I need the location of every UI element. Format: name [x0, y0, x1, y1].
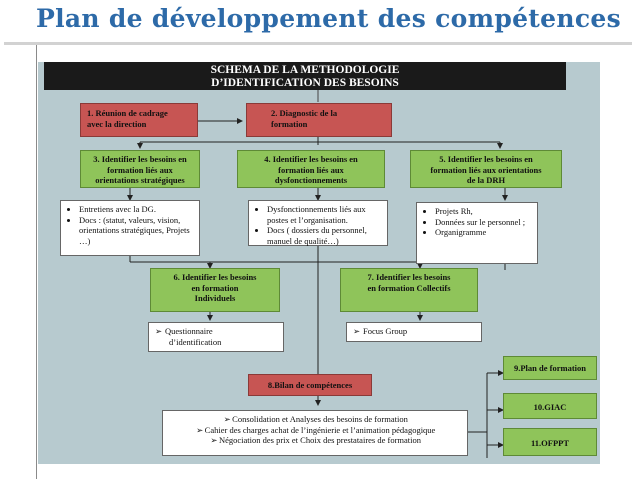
- list-item-continuation: d’identification: [169, 336, 222, 347]
- list-item: • Organigramme: [435, 227, 531, 238]
- step-6-line-1: 6. Identifier les besoins: [173, 272, 257, 282]
- list-item: • Docs ( dossiers du personnel, manuel de qualité…): [267, 225, 381, 246]
- step-2-line-2: formation: [271, 118, 308, 129]
- step-2-training-diagnosis: [246, 103, 392, 137]
- step-3-line-1: 3. Identifier les besoins en: [93, 154, 187, 164]
- step-1-kickoff-meeting: [80, 103, 198, 137]
- step-5-line-1: 5. Identifier les besoins en: [439, 154, 533, 164]
- step-8-skills-assessment: 8.Bilan de compétences: [248, 374, 372, 396]
- consolidation-box: [162, 410, 468, 456]
- step-6-individual-needs: [150, 268, 280, 312]
- list-item: • Projets Rh,: [435, 206, 531, 217]
- step-4-line-3: dysfonctionnements: [274, 175, 348, 185]
- step-7-line-2: en formation Collectifs: [367, 282, 451, 293]
- step-3-strategic-needs: [80, 150, 200, 188]
- list-item: • Dysfonctionnements liés aux postes et l’organisation.: [267, 204, 381, 225]
- step-4-sources-list: [248, 200, 388, 246]
- header-line-2: D’IDENTIFICATION DES BESOINS: [211, 77, 399, 89]
- list-item: • Docs : (statut, valeurs, vision, orientations stratégiques, Projets …): [79, 215, 193, 247]
- list-item: • Données sur le personnel ;: [435, 217, 531, 228]
- header-line-1: SCHEMA DE LA METHODOLOGIE: [210, 64, 400, 76]
- step-3-line-2: formation liés aux: [107, 164, 173, 175]
- step-9-training-plan: 9.Plan de formation: [503, 356, 597, 380]
- arrow-bullet-icon: ➢: [155, 326, 163, 336]
- step-6-tools-list: [148, 322, 284, 352]
- list-item: ➢Cahier des charges achat de l’ingénierie et l’animation pédagogique: [196, 424, 436, 435]
- arrow-bullet-icon: ➢: [223, 414, 231, 424]
- step-4-line-2: formation liés aux: [278, 164, 344, 175]
- step-3-line-3: orientations stratégiques: [95, 175, 185, 185]
- step-5-line-3: de la DRH: [466, 175, 506, 185]
- step-7-collective-needs: [340, 268, 478, 312]
- step-6-line-2: en formation: [191, 282, 239, 293]
- step-10-giac: 10.GIAC: [503, 393, 597, 419]
- step-4-line-1: 4. Identifier les besoins en: [264, 154, 358, 164]
- list-item: ➢Négociation des prix et Choix des prestataires de formation: [210, 435, 422, 445]
- arrow-bullet-icon: ➢: [196, 424, 204, 435]
- step-3-sources-list: [60, 200, 200, 256]
- step-5-sources-list: [416, 202, 538, 264]
- arrow-bullet-icon: ➢: [353, 326, 361, 336]
- step-5-hr-orientation-needs: [410, 150, 562, 188]
- arrow-bullet-icon: ➢: [210, 435, 218, 445]
- step-7-tools-list: [346, 322, 482, 342]
- step-11-ofppt: 11.OFPPT: [503, 428, 597, 456]
- step-5-line-2: formation liés aux orientations: [430, 164, 542, 175]
- title-divider: [4, 42, 632, 45]
- methodology-header: [44, 62, 566, 90]
- page-title: Plan de développement des compétences: [36, 4, 621, 33]
- list-item: ➢ Focus Group: [353, 326, 408, 336]
- left-margin-line: [36, 45, 37, 479]
- step-7-line-1: 7. Identifier les besoins: [367, 272, 451, 282]
- step-2-line-1: 2. Diagnostic de la: [271, 108, 338, 118]
- step-4-dysfunction-needs: [237, 150, 385, 188]
- list-item: ➢Consolidation et Analyses des besoins de formation: [223, 414, 408, 424]
- step-6-line-3: Individuels: [194, 293, 236, 303]
- step-1-line-2: avec la direction: [87, 118, 147, 129]
- list-item: ➢ Questionnaire: [155, 326, 213, 336]
- step-1-line-1: 1. Réunion de cadrage: [87, 108, 168, 118]
- list-item: • Entretiens avec la DG.: [79, 204, 193, 215]
